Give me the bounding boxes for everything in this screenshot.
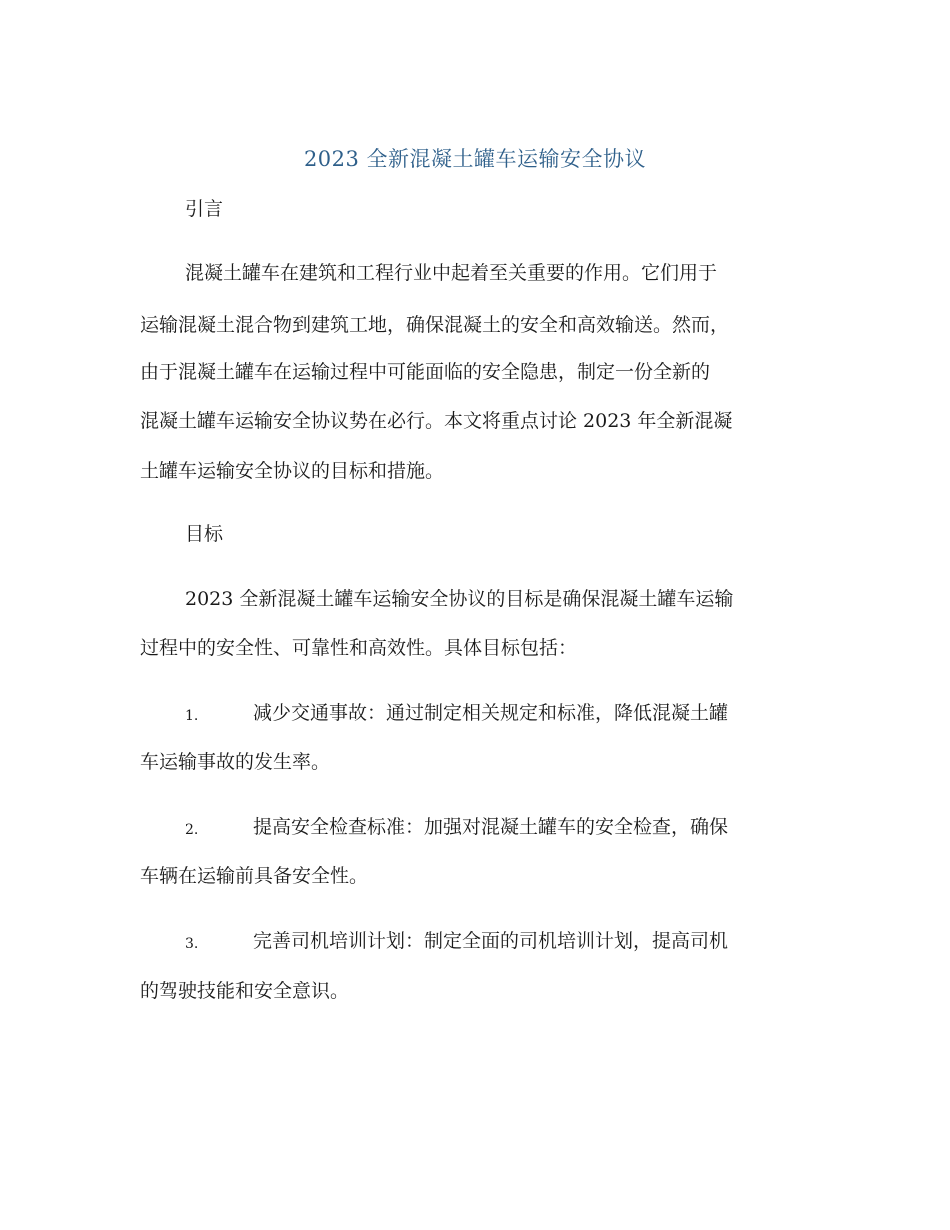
- intro-line-3: 由于混凝土罐车在运输过程中可能面临的安全隐患，制定一份全新的: [140, 361, 711, 383]
- document-title: 2023 全新混凝土罐车运输安全协议: [303, 147, 647, 171]
- goals-line-1: 2023 全新混凝土罐车运输安全协议的目标是确保混凝土罐车运输: [185, 588, 734, 610]
- list-item-number-1: 1.: [185, 708, 199, 724]
- intro-line-5: 土罐车运输安全协议的目标和措施。: [140, 460, 445, 482]
- list-item-2-line-2: 车辆在运输前具备安全性。: [140, 865, 369, 887]
- intro-line-4: 混凝土罐车运输安全协议势在必行。本文将重点讨论 2023 年全新混凝: [140, 410, 733, 432]
- intro-heading: 引言: [185, 198, 224, 220]
- list-item-1-line-2: 车运输事故的发生率。: [140, 751, 331, 773]
- list-item-number-2: 2.: [185, 822, 199, 838]
- list-item-2-line-1: 提高安全检查标准：加强对混凝土罐车的安全检查，确保: [253, 816, 729, 838]
- goals-heading: 目标: [185, 523, 224, 545]
- list-item-3-line-1: 完善司机培训计划：制定全面的司机培训计划，提高司机: [253, 930, 729, 952]
- list-item-3-line-2: 的驾驶技能和安全意识。: [140, 980, 350, 1002]
- list-item-1-line-1: 减少交通事故：通过制定相关规定和标准，降低混凝土罐: [253, 702, 729, 724]
- goals-line-2: 过程中的安全性、可靠性和高效性。具体目标包括：: [140, 637, 578, 659]
- intro-line-2: 运输混凝土混合物到建筑工地，确保混凝土的安全和高效输送。然而，: [140, 314, 730, 336]
- intro-line-1: 混凝土罐车在建筑和工程行业中起着至关重要的作用。它们用于: [185, 262, 718, 284]
- list-item-number-3: 3.: [185, 936, 199, 952]
